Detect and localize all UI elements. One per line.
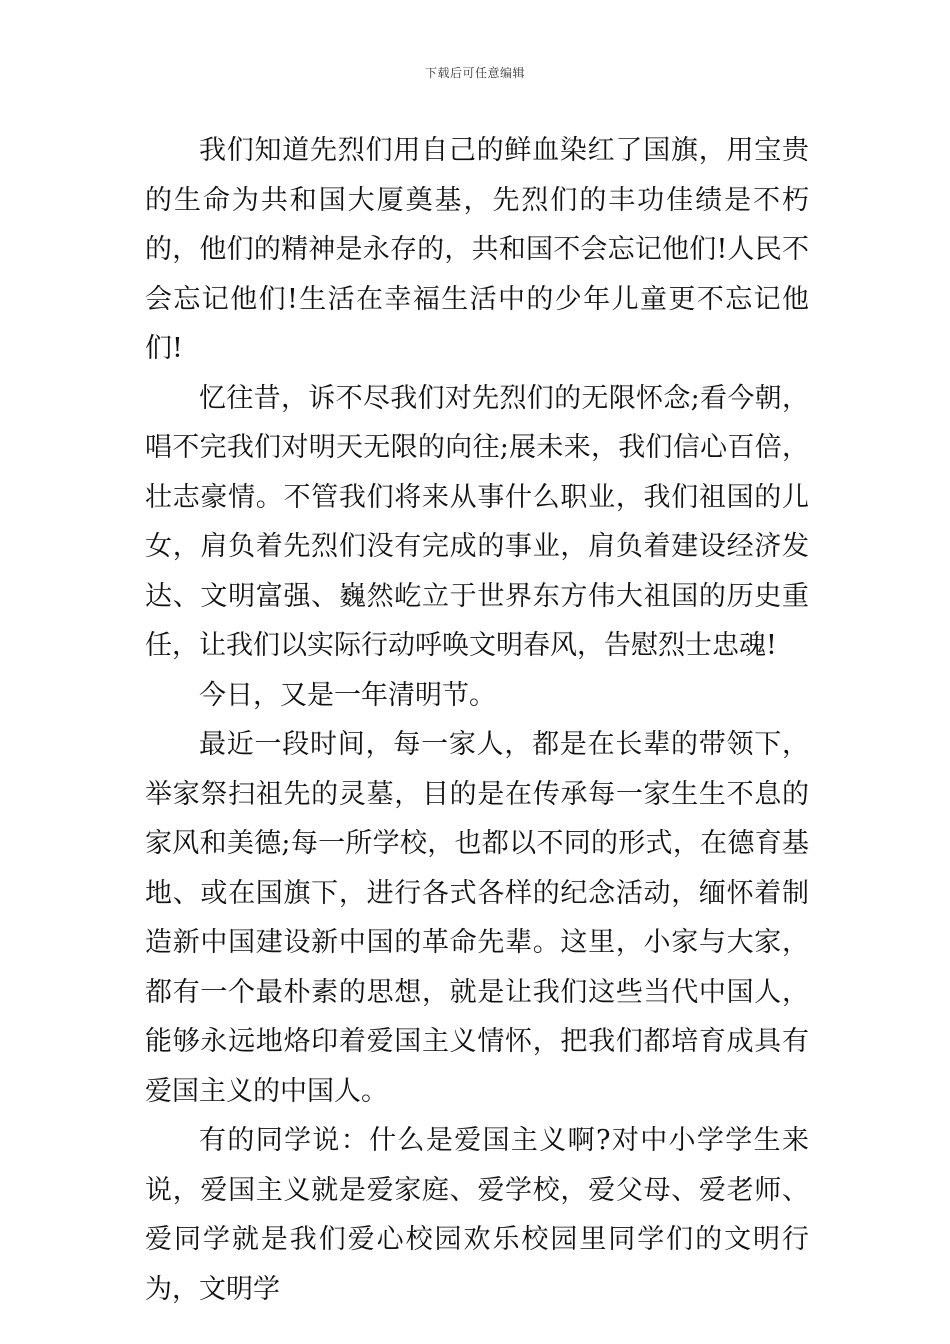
- paragraph-3: 今日，又是一年清明节。: [199, 679, 496, 711]
- paragraph-1: 我们知道先烈们用自己的鲜血染红了国旗，用宝贵的生命为共和国大厦奠基，先烈们的丰功佳绩是不朽的，他们的精神是永存的，共和国不会忘记他们!人民不会忘记他们!生活在幸福生活中的少年儿童更不忘记他们!: [145, 135, 809, 364]
- paragraph-4: 最近一段时间，每一家人，都是在长辈的带领下，举家祭扫祖先的灵墓，目的是在传承每一家生生不息的家风和美德;每一所学校，也都以不同的形式，在德育基地、或在国旗下，进行各式各样的纪念活动，缅怀着制造新中国建设新中国的革命先辈。这里，小家与大家，都有一个最朴素的思想，就是让我们这些当代中国人，能够永远地烙印着爱国主义情怀，把我们都培育成具有爱国主义的中国人。: [145, 729, 809, 1107]
- document-body: [145, 126, 809, 1314]
- paragraph-5: 有的同学说：什么是爱国主义啊?对中小学学生来说，爱国主义就是爱家庭、爱学校，爱父母、爱老师、爱同学就是我们爱心校园欢乐校园里同学们的文明行为，文明学: [145, 1125, 809, 1305]
- paragraph-2: 忆往昔，诉不尽我们对先烈们的无限怀念;看今朝，唱不完我们对明天无限的向往;展未来，我们信心百倍，壮志豪情。不管我们将来从事什么职业，我们祖国的儿女，肩负着先烈们没有完成的事业，肩负着建设经济发达、文明富强、巍然屹立于世界东方伟大祖国的历史重任，让我们以实际行动呼唤文明春风，告慰烈士忠魂!: [145, 382, 809, 661]
- page-header-note: 下载后可任意编辑: [424, 66, 525, 80]
